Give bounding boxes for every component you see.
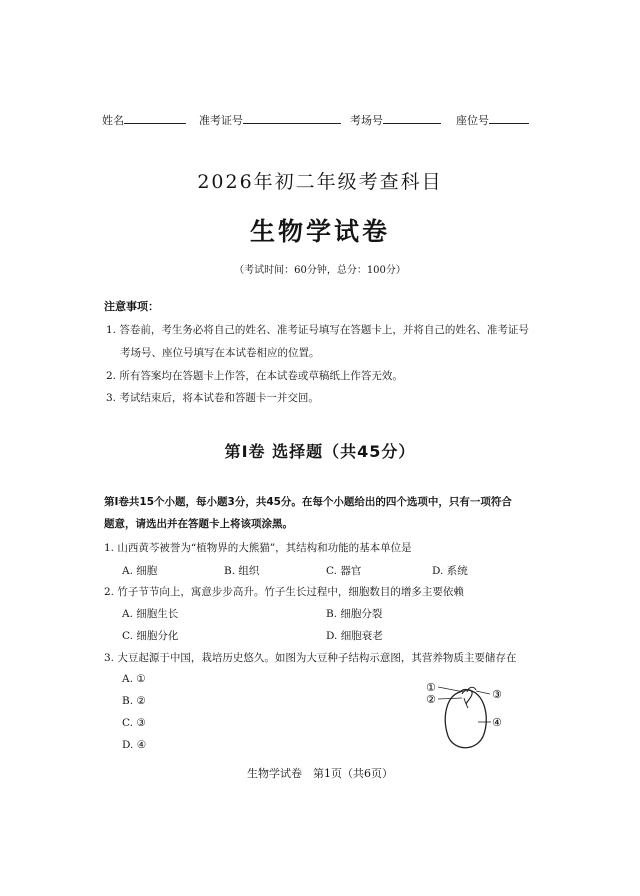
question-3-stem: 3. 大豆起源于中国，栽培历史悠久。如图为大豆种子结构示意图，其营养物质主要储存在 [104, 652, 517, 664]
section-instruction-line2: 题意，请选出并在答题卡上将该项涂黑。 [104, 518, 293, 530]
figure-label-4: ④ [492, 716, 502, 729]
figure-label-3: ③ [492, 688, 502, 701]
figure-label-2: ② [426, 693, 436, 706]
name-label: 姓名 [102, 114, 124, 127]
page-footer: 生物学试卷 第1页（共6页） [247, 767, 393, 780]
room-field [350, 112, 441, 128]
notice-item-1: 1. 答卷前，考生务必将自己的姓名、准考证号填写在答题卡上，并将自己的姓名、准考证号 [106, 324, 529, 336]
room-blank-line [383, 112, 441, 124]
seat-blank-line [489, 112, 529, 124]
question-2-option-b: B. 细胞分裂 [326, 608, 383, 620]
subject-title: 生物学试卷 [249, 217, 390, 246]
question-2-option-d: D. 细胞衰老 [326, 630, 383, 642]
question-3-option-c: C. ③ [122, 717, 146, 729]
exam-id-blank-line [243, 112, 341, 124]
notice-item-1-cont: 考场号、座位号填写在本试卷相应的位置。 [120, 347, 320, 359]
figure-label-1: ① [426, 681, 436, 694]
embryo-hypocotyl [464, 698, 468, 708]
name-blank-line [124, 112, 186, 124]
question-2-stem: 2. 竹子节节向上，寓意步步高升。竹子生长过程中，细胞数目的增多主要依赖 [104, 586, 464, 598]
soybean-seed-diagram [420, 678, 520, 758]
question-1-stem: 1. 山西黄芩被誉为“植物界的大熊猫”，其结构和功能的基本单位是 [104, 542, 412, 554]
exam-heading: 2026年初二年级考查科目 [197, 171, 443, 193]
section-title: 第Ⅰ卷 选择题（共45分） [224, 442, 416, 461]
candidate-info-fields [102, 112, 552, 132]
seat-label: 座位号 [456, 114, 489, 127]
exam-id-label: 准考证号 [199, 114, 243, 127]
question-3-option-a: A. ① [122, 673, 146, 685]
room-label: 考场号 [350, 114, 383, 127]
notice-title: 注意事项： [104, 300, 159, 313]
section-instruction-line1: 第Ⅰ卷共15个小题，每小题3分，共45分。在每个小题给出的四个选项中，只有一项符合 [104, 496, 512, 508]
question-2-option-a: A. 细胞生长 [122, 608, 179, 620]
name-field [102, 112, 186, 128]
question-1-option-a: A. 细胞 [122, 565, 158, 577]
question-3-option-b: B. ② [122, 695, 146, 707]
notice-item-2: 2. 所有答案均在答题卡上作答，在本试卷或草稿纸上作答无效。 [106, 370, 403, 382]
question-1-option-d: D. 系统 [432, 565, 468, 577]
question-1-option-c: C. 器官 [326, 565, 362, 577]
exam-time-info: （考试时间：60分钟，总分：100分） [234, 265, 406, 276]
notice-item-3: 3. 考试结束后，将本试卷和答题卡一并交回。 [106, 392, 319, 404]
question-3-option-d: D. ④ [122, 739, 147, 751]
exam-id-field [199, 112, 341, 128]
question-1-option-b: B. 组织 [224, 565, 260, 577]
seat-field [456, 112, 529, 128]
question-2-option-c: C. 细胞分化 [122, 630, 179, 642]
